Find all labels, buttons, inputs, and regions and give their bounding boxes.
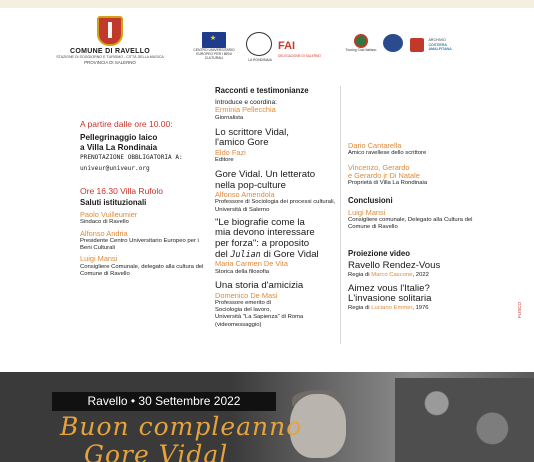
talk-role: Università "La Sapienza" di Roma: [215, 314, 304, 321]
person-name: Vincenzo, Gerardo: [348, 162, 410, 172]
top-strip: [0, 0, 534, 8]
person-role: Amico ravellese dello scrittore: [348, 150, 427, 157]
banner-flowers: [395, 378, 534, 462]
video-credit-prefix: Regia di: [348, 271, 372, 278]
talk-title-italic: Julian: [230, 249, 261, 260]
eu-centre-text: CENTRO UNIVERSITARIO EUROPEO PER I BENI CULTURALI: [193, 48, 235, 60]
comune-ravello-logo: [50, 16, 170, 65]
talk-block: [215, 281, 343, 329]
talk-role: Storica della filosofia: [215, 268, 270, 275]
banner-headline-line1: Buon compleanno: [60, 412, 303, 441]
talk-title-post: di Gore Vidal: [260, 249, 319, 261]
greetings-title: Saluti istituzionali: [80, 198, 147, 207]
person-block: [348, 164, 478, 188]
pilgrimage-line1: Pellegrinaggio laico: [80, 133, 158, 142]
person-name: Luigi Mansi: [80, 254, 118, 264]
talk-title: Gore Vidal. Un letterato: [215, 169, 316, 181]
column-divider: [340, 86, 341, 344]
column-right: [348, 86, 478, 312]
talk-role: (videomessaggio): [215, 321, 262, 328]
fai-logo: [278, 36, 330, 58]
talk-title: Lo scrittore Vidal,: [215, 126, 289, 138]
video-title: Ravello Rendez-Vous: [348, 260, 441, 272]
booking-email[interactable]: univeur@univeur.org: [80, 164, 150, 172]
fai-mark: FAI: [278, 40, 296, 52]
touring-club-logo: [345, 34, 377, 52]
archivio-l3: AMALFITANA: [428, 46, 452, 51]
touring-club-icon: [354, 34, 368, 48]
video-credit: [348, 272, 478, 279]
person-name: e Gerardo jr Di Natale: [348, 171, 420, 181]
eu-centre-logo: [188, 32, 240, 60]
logo-bar: [0, 10, 534, 80]
conclusions-name: Luigi Mansi: [348, 207, 386, 217]
video-director: Luciano Emmer: [371, 304, 413, 311]
person-name: Paolo Vuilleumier: [80, 210, 138, 219]
pilgrimage-line2: a Villa La Rondinaia: [80, 143, 158, 152]
talk-title: mia devono interessare: [215, 227, 315, 239]
fai-subtitle: DELEGAZIONE DI SALERNO: [278, 54, 321, 58]
talk-title: l'amico Gore: [215, 137, 269, 149]
talk-role: Professore emerito di: [215, 299, 271, 306]
section-title-stories: Racconti e testimonianze: [215, 86, 309, 95]
column-left: [80, 86, 208, 278]
video-block: [348, 284, 478, 312]
talk-block: [215, 218, 343, 276]
talk-block: [215, 170, 343, 214]
talk-role: Professore di Sociologia dei processi culturali, Università di Salerno: [215, 199, 336, 213]
talk-title: nella pop-culture: [215, 179, 286, 191]
person-role: Presidente Centro Universitario Europeo per i Beni Culturali: [80, 238, 199, 252]
banner-headline-line2: Gore Vidal: [84, 440, 229, 462]
eu-flag-icon: [202, 32, 226, 48]
ravello-province: PROVINCIA DI SALERNO: [84, 59, 136, 65]
intro-name: Erminia Pellecchia: [215, 105, 276, 115]
talk-speaker: Maria Carmen De Vita: [215, 259, 288, 269]
touring-club-text: Touring Club Italiano: [345, 48, 377, 52]
talk-speaker: Eldo Fazi: [215, 147, 246, 157]
side-credit: FUSCO: [517, 301, 522, 318]
archivio-text: [428, 38, 451, 51]
rondinaia-seal-icon: [246, 32, 272, 56]
cai-logo-icon: [383, 34, 403, 52]
rondinaia-seal-text: LA RONDINAIA: [248, 58, 272, 62]
talk-title: Una storia d'amicizia: [215, 280, 304, 292]
ravello-crest-icon: [97, 16, 123, 46]
video-year: , 2022: [412, 271, 429, 278]
talk-title: "Le biografie come la: [215, 216, 305, 228]
event-date: Ravello • 30 Settembre 2022: [52, 392, 276, 411]
video-director: Marco Cascone: [371, 271, 413, 278]
person-block: [80, 211, 208, 227]
person-role: Sindaco di Ravello: [80, 219, 129, 226]
ravello-subtitle: STAZIONE DI SOGGIORNO E TURISMO - CITTÀ DELLA MUSICA: [56, 55, 164, 59]
column-middle: [215, 86, 343, 329]
talk-role: Sociologia del lavoro,: [215, 307, 271, 314]
video-credit: [348, 305, 478, 312]
person-block: [80, 255, 208, 278]
ravello-title: COMUNE DI RAVELLO: [69, 48, 151, 55]
archivio-icon: [410, 38, 424, 52]
talk-speaker: Domenico De Masi: [215, 290, 278, 300]
video-block: [348, 261, 478, 279]
video-year: , 1976: [412, 304, 429, 311]
morning-time: A partire dalle ore 10.00:: [80, 119, 173, 129]
archivio-l1: ARCHIVIO: [428, 38, 446, 43]
afternoon-time: Ore 16.30 Villa Rufolo: [80, 186, 164, 196]
booking-label: PRENOTAZIONE OBBLIGATORIA A:: [80, 154, 183, 161]
talk-title-pre: del: [215, 249, 231, 261]
video-credit-prefix: Regia di: [348, 304, 372, 311]
intro-label: Introduce e coordina:: [215, 99, 277, 106]
conclusions-title: Conclusioni: [348, 195, 393, 205]
person-name: Dario Cantarella: [348, 141, 402, 150]
bottom-banner: [0, 372, 534, 462]
video-title: Aimez vous l'Italie?: [348, 283, 430, 295]
talk-block: [215, 128, 343, 164]
person-block: [80, 230, 208, 253]
person-role: Consigliere Comunale, delegato alla cultura del Comune di Ravello: [80, 263, 204, 278]
intro-role: Giornalista: [215, 114, 244, 121]
person-block: [348, 142, 478, 158]
archivio-l2: COSTIERA: [428, 42, 448, 47]
talk-title: per forza": a proposito: [215, 237, 310, 249]
archivio-logo: [410, 36, 480, 54]
talk-speaker: Alfonso Amendola: [215, 190, 275, 200]
talk-role: Editore: [215, 157, 234, 164]
video-title: L'invasione solitaria: [348, 293, 432, 305]
person-name: Alfonso Andria: [80, 228, 128, 238]
video-section-title: Proiezione video: [348, 249, 410, 259]
person-role: Proprietà di Villa La Rondinaia: [348, 180, 428, 187]
conclusions-role: Consigliere comunale, Delegato alla Cultura del Comune di Ravello: [348, 217, 473, 231]
